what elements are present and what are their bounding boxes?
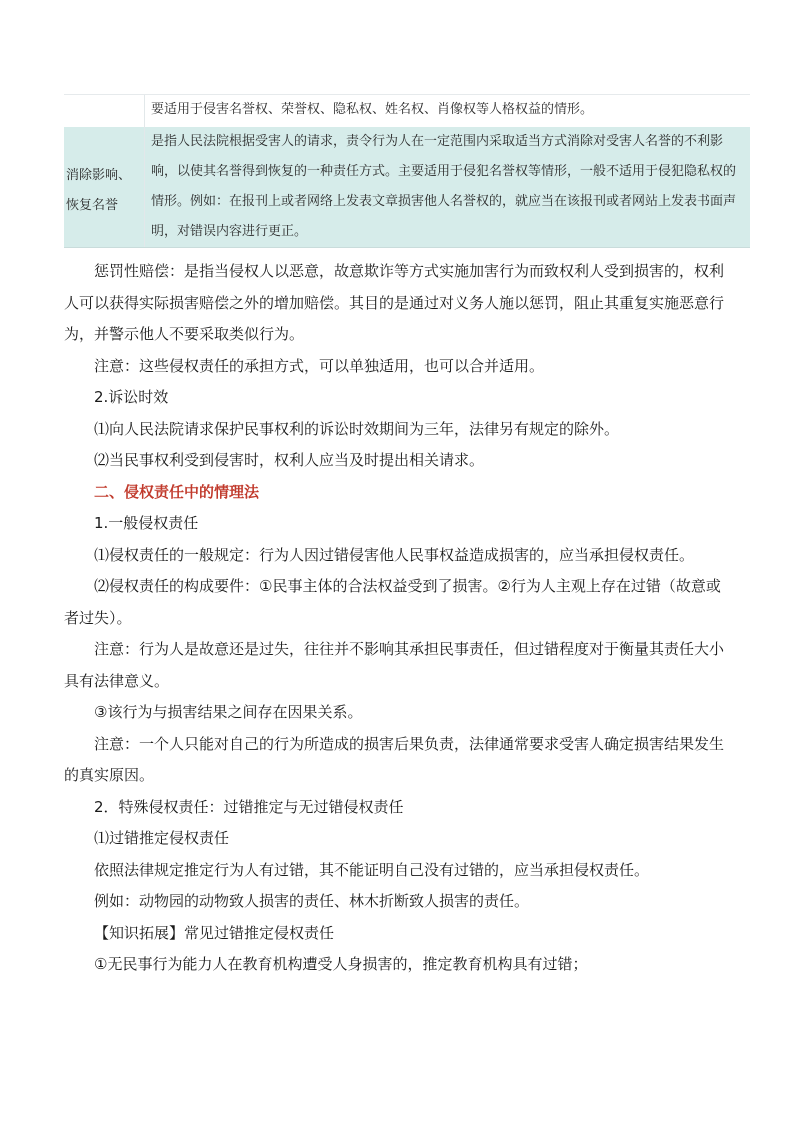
paragraph: 注意：行为人是故意还是过失，往往并不影响其承担民事责任，但过错程度对于衡量其责任大小具有法律意义。 — [64, 640, 725, 690]
paragraph: 依照法律规定推定行为人有过错，其不能证明自己没有过错的，应当承担侵权责任。 — [94, 860, 650, 879]
paragraph: 2.诉讼时效 — [94, 388, 169, 406]
paragraph: 1.一般侵权责任 — [94, 514, 199, 532]
paragraph: ③该行为与损害结果之间存在因果关系。 — [94, 703, 363, 721]
section-heading: 二、侵权责任中的情理法 — [94, 482, 260, 501]
document-body — [64, 256, 730, 981]
paragraph: 2．特殊侵权责任：过错推定与无过错侵权责任 — [94, 797, 404, 816]
paragraph: ⑴向人民法院请求保护民事权利的诉讼时效期间为三年，法律另有规定的除外。 — [94, 419, 620, 438]
table-cell-label: 消除影响、恢复名誉 — [64, 127, 144, 247]
paragraph: ①无民事行为能力人在教育机构遭受人身损害的，推定教育机构具有过错； — [94, 955, 588, 973]
paragraph: 【知识拓展】常见过错推定侵权责任 — [94, 923, 335, 942]
paragraph: 例如：动物园的动物致人损害的责任、林木折断致人损害的责任。 — [94, 892, 530, 910]
table-cell-content: 要适用于侵害名誉权、荣誉权、隐私权、姓名权、肖像权等人格权益的情形。 — [144, 95, 750, 127]
paragraph: ⑵侵权责任的构成要件：①民事主体的合法权益受到了损害。②行为人主观上存在过错（故意或者过失）。 — [64, 577, 721, 627]
paragraph: ⑵当民事权利受到侵害时，权利人应当及时提出相关请求。 — [94, 451, 485, 469]
table-row — [64, 94, 750, 127]
table-cell-content: 是指人民法院根据受害人的请求，责令行为人在一定范围内采取适当方式消除对受害人名誉的不利影响，以使其名誉得到恢复的一种责任方式。主要适用于侵犯名誉权等情形，一般不适用于侵犯隐私权的情形。例如：在报刊上或者网络上发表文章损害他人名誉权的，就应当在该报刊或者网站上发表书面声明，对错误内容进行更正。 — [144, 127, 750, 247]
paragraph: ⑴过错推定侵权责任 — [94, 829, 230, 847]
paragraph: ⑴侵权责任的一般规定：行为人因过错侵害他人民事权益造成损害的，应当承担侵权责任。 — [94, 545, 695, 564]
paragraph: 注意：一个人只能对自己的行为所造成的损害后果负责，法律通常要求受害人确定损害结果发生的真实原因。 — [64, 734, 725, 784]
liability-table — [64, 94, 750, 248]
table-row — [64, 127, 750, 248]
paragraph: 惩罚性赔偿：是指当侵权人以恶意，故意欺诈等方式实施加害行为而致权利人受到损害的，权利人可以获得实际损害赔偿之外的增加赔偿。其目的是通过对义务人施以惩罚，阻止其重复实施恶意行为，并警示他人不要采取类似行为。 — [64, 262, 725, 343]
table-cell-label — [64, 95, 144, 127]
paragraph: 注意：这些侵权责任的承担方式，可以单独适用，也可以合并适用。 — [94, 356, 545, 375]
